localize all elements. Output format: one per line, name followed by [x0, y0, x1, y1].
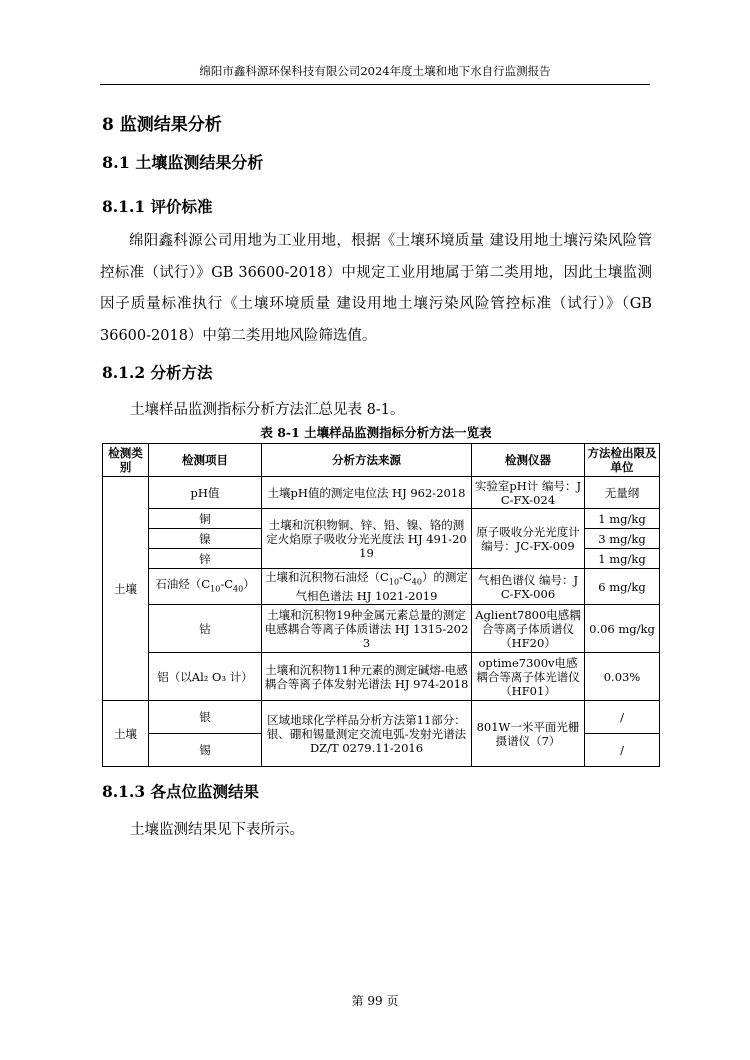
method-cell: 土壤和沉积物19种金属元素总量的测定电感耦合等离子体质谱法 HJ 1315-2023	[262, 605, 472, 653]
limit-cell: 3 mg/kg	[585, 529, 660, 549]
instrument-cell: optime7300v电感耦合等离子体光谱仪（HF01）	[472, 653, 585, 701]
limit-cell: 无量纲	[585, 477, 660, 509]
methods-table	[102, 443, 660, 767]
table-header-row	[103, 444, 660, 477]
paragraph-analysis-method: 土壤样品监测指标分析方法汇总见表 8-1。	[130, 402, 405, 418]
category-cell: 土壤	[103, 701, 149, 767]
item-cell: 石油烃$(C_{10}-C_{40})$	[149, 569, 262, 605]
limit-cell: /	[585, 701, 660, 734]
page-number: 第 99 页	[351, 994, 399, 1008]
item-cell: 锌	[149, 549, 262, 569]
header-category: 检测类别	[103, 444, 149, 477]
heading-point-results: 8.1.3 各点位监测结果	[102, 782, 260, 801]
method-cell: 土壤和沉积物铜、锌、铅、镍、铬的测定火焰原子吸收分光光度法 HJ 491-2019	[262, 509, 472, 569]
limit-cell: 0.06 mg/kg	[585, 605, 660, 653]
table-row	[103, 569, 660, 605]
method-cell: 土壤和沉积物石油烃$(C_{10}-C_{40})$的测定气相色谱法 HJ 1021-2019	[262, 569, 472, 605]
header-instrument: 检测仪器	[472, 444, 585, 477]
item-cell: 钴	[149, 605, 262, 653]
table-row	[103, 605, 660, 653]
limit-cell: /	[585, 734, 660, 767]
table-row	[103, 477, 660, 509]
paragraph-evaluation-standard: 绵阳鑫科源公司用地为工业用地，根据《土壤环境质量 建设用地土壤污染风险管控标准（试行）》GB 36600-2018）中规定工业用地属于第二类用地，因此土壤监测因子质量标准执行《土壤环境质量 建设用地土壤污染风险管控标准（试行）》（GB 36600-2018）中第二类用地风险筛选值。	[100, 233, 652, 344]
table-row	[103, 653, 660, 701]
header-limit: 方法检出限及单位	[585, 444, 660, 477]
instrument-cell: 801W一米平面光栅摄谱仪（7）	[472, 701, 585, 767]
category-cell: 土壤	[103, 477, 149, 701]
item-cell: 铝（以Al₂ O₃ 计）	[149, 653, 262, 701]
table-row	[103, 509, 660, 529]
instrument-cell: 实验室pH计 编号：JC-FX-024	[472, 477, 585, 509]
instrument-cell: Aglient7800电感耦合等离子体质谱仪（HF20）	[472, 605, 585, 653]
heading-evaluation-standard: 8.1.1 评价标准	[102, 197, 213, 216]
instrument-cell: 气相色谱仪 编号：JC-FX-006	[472, 569, 585, 605]
heading-analysis-method: 8.1.2 分析方法	[102, 363, 213, 382]
page-header: 绵阳市鑫科源环保科技有限公司2024年度土壤和地下水自行监测报告	[100, 63, 650, 85]
item-cell: 锡	[149, 734, 262, 767]
table-row	[103, 701, 660, 734]
item-cell: pH值	[149, 477, 262, 509]
item-cell: 镍	[149, 529, 262, 549]
item-cell: 铜	[149, 509, 262, 529]
limit-cell: 0.03%	[585, 653, 660, 701]
method-cell: 土壤pH值的测定电位法 HJ 962-2018	[262, 477, 472, 509]
method-cell: 土壤和沉积物11种元素的测定碱熔-电感耦合等离子体发射光谱法 HJ 974-2018	[262, 653, 472, 701]
method-cell: 区域地球化学样品分析方法第11部分：银、硼和锡量测定交流电弧-发射光谱法 DZ/T 0279.11-2016	[262, 701, 472, 767]
limit-cell: 1 mg/kg	[585, 509, 660, 529]
table-caption: 表 8-1 土壤样品监测指标分析方法一览表	[260, 425, 492, 440]
section-heading: 8 监测结果分析	[102, 115, 222, 135]
limit-cell: 6 mg/kg	[585, 569, 660, 605]
instrument-cell: 原子吸收分光光度计编号：JC-FX-009	[472, 509, 585, 569]
header-item: 检测项目	[149, 444, 262, 477]
paragraph-point-results: 土壤监测结果见下表所示。	[130, 822, 304, 838]
header-method: 分析方法来源	[262, 444, 472, 477]
item-cell: 银	[149, 701, 262, 734]
limit-cell: 1 mg/kg	[585, 549, 660, 569]
subsection-heading: 8.1 土壤监测结果分析	[102, 153, 264, 172]
